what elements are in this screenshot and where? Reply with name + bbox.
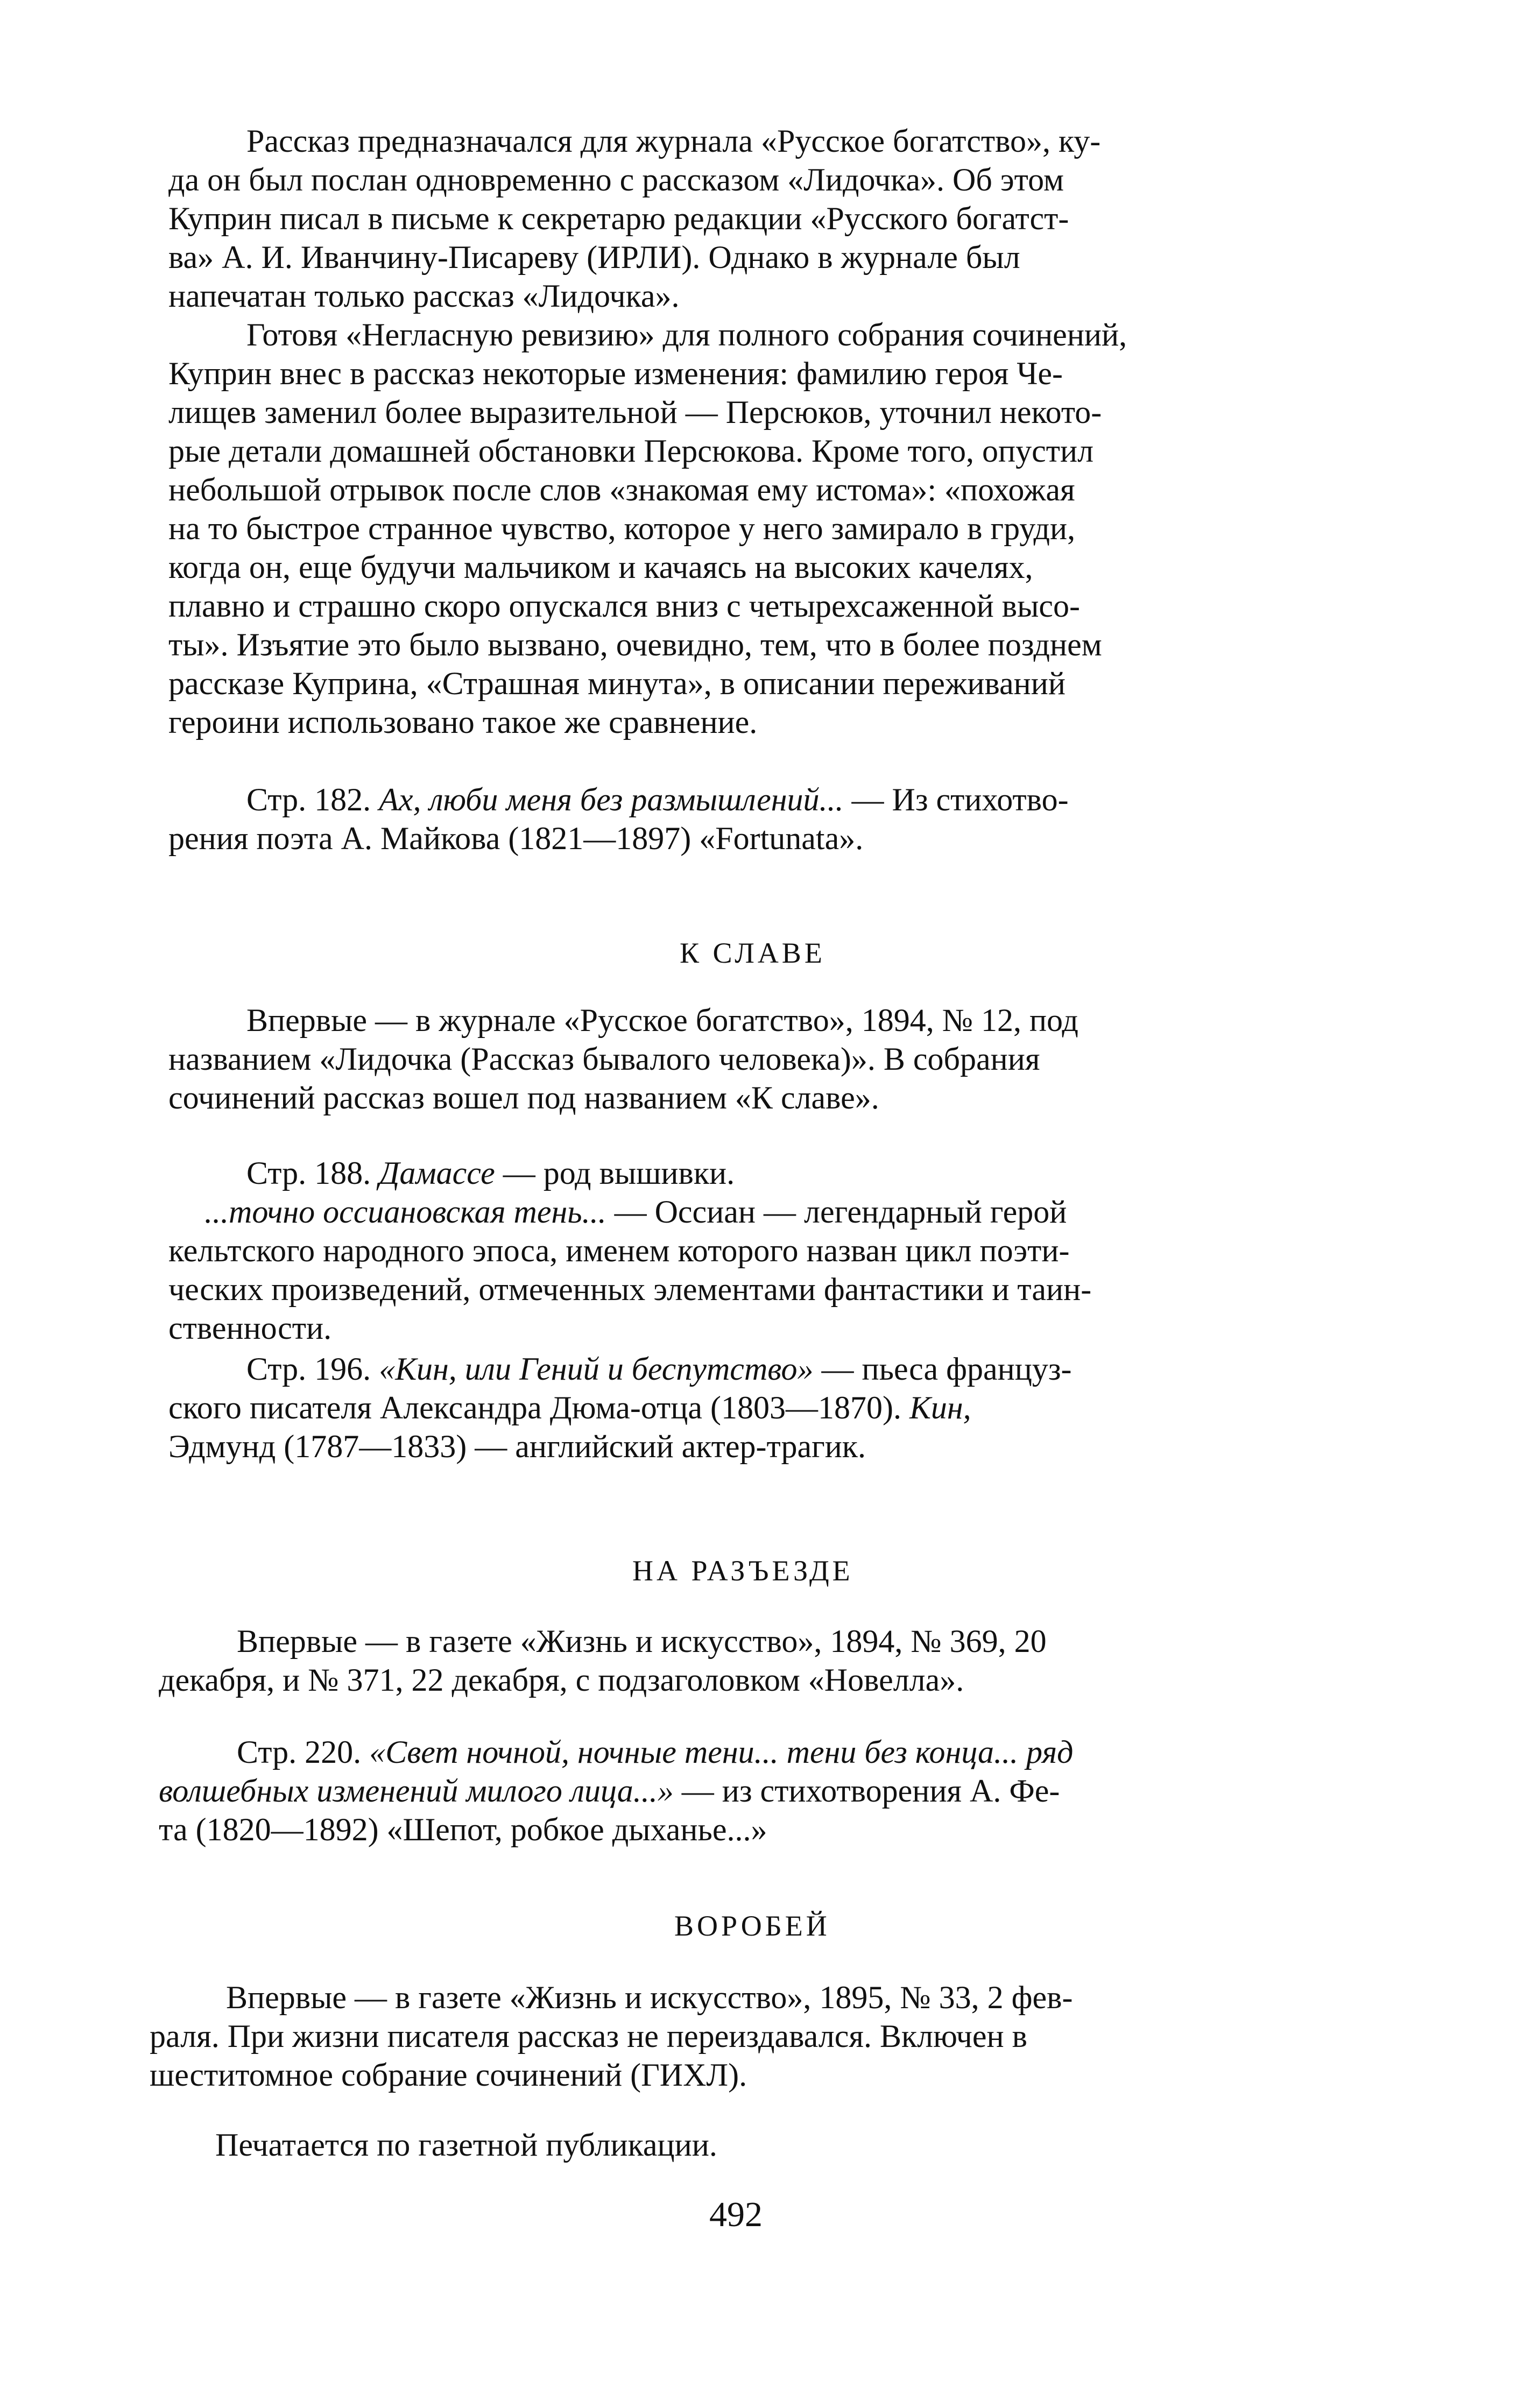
note-ref: Стр. 220. [237, 1734, 370, 1770]
text-line [246, 1353, 1072, 1385]
text-line: рассказе Куприна, «Страшная минута», в описании переживаний [168, 666, 1066, 701]
text-line: Рассказ предназначался для журнала «Русское богатство», ку- [246, 123, 1101, 159]
text-line: шеститомное собрание сочинений (ГИХЛ). [150, 2057, 747, 2093]
text-line [168, 1392, 971, 1424]
quote: Ах, люби меня без размышлений... [379, 782, 844, 817]
note-text: — пьеса француз- [813, 1351, 1072, 1387]
note-ref: Стр. 196. [246, 1351, 379, 1387]
text-line: Впервые — в журнале «Русское богатство», 1894, № 12, под [246, 1002, 1078, 1038]
text-line: Впервые — в газете «Жизнь и искусство», 1895, № 33, 2 фев- [226, 1980, 1073, 2015]
text-line: Готовя «Негласную ревизию» для полного собрания сочинений, [246, 317, 1127, 352]
text-line [246, 783, 1069, 816]
quote: волшебных изменений милого лица...» [159, 1773, 674, 1809]
text-line [246, 1157, 735, 1189]
text-line: рые детали домашней обстановки Персюкова. Кроме того, опустил [168, 433, 1094, 469]
text-line: на то быстрое странное чувство, которое у него замирало в груди, [168, 511, 1076, 546]
text-line [159, 1775, 1060, 1807]
text-line: Впервые — в газете «Жизнь и искусство», 1894, № 369, 20 [237, 1623, 1047, 1659]
text-line: лищев заменил более выразительной — Персюков, уточнил некото- [168, 394, 1102, 430]
text-line [204, 1196, 1067, 1228]
note-text: — из стихотворения А. Фе- [673, 1773, 1060, 1809]
section-heading: ВОРОБЕЙ [674, 1910, 830, 1942]
note-text: — Оссиан — легендарный герой [606, 1194, 1067, 1230]
text-line: ва» А. И. Иванчину-Писареву (ИРЛИ). Однако в журнале был [168, 239, 1020, 275]
text-line: ческих произведений, отмеченных элементами фантастики и таин- [168, 1272, 1092, 1307]
text-line: рения поэта А. Майкова (1821—1897) «Fortunata». [168, 821, 864, 856]
page-number: 492 [709, 2195, 763, 2234]
quote: «Кин, или Гений и беспутство» [379, 1351, 814, 1387]
text-line: декабря, и № 371, 22 декабря, с подзаголовком «Новелла». [159, 1662, 964, 1698]
text-line: когда он, еще будучи мальчиком и качаясь на высоких качелях, [168, 549, 1033, 585]
text-line: небольшой отрывок после слов «знакомая ему истома»: «похожая [168, 472, 1075, 507]
text-line: ственности. [168, 1310, 332, 1346]
text-line: названием «Лидочка (Рассказ бывалого человека)». В собрания [168, 1041, 1040, 1077]
text-line: ты». Изъятие это было вызвано, очевидно, тем, что в более позднем [168, 627, 1102, 662]
text-line: Куприн писал в письме к секретарю редакции «Русского богатст- [168, 201, 1069, 236]
quote: «Свет ночной, ночные тени... тени без конца... ряд [369, 1734, 1074, 1770]
text-line: раля. При жизни писателя рассказ не переиздавался. Включен в [150, 2018, 1027, 2054]
quote: ...точно оссиановская тень... [204, 1194, 606, 1230]
text-line: плавно и страшно скоро опускался вниз с четырехсаженной высо- [168, 588, 1081, 624]
note-text: ского писателя Александра Дюма-отца (1803—1870). [168, 1390, 909, 1425]
section-heading: К СЛАВЕ [680, 937, 826, 969]
text-line [237, 1736, 1074, 1768]
text-line: Куприн внес в рассказ некоторые изменения: фамилию героя Че- [168, 356, 1063, 391]
text-line: сочинений рассказ вошел под названием «К славе». [168, 1080, 879, 1115]
text-line: та (1820—1892) «Шепот, робкое дыханье...» [159, 1812, 767, 1847]
text-line: напечатан только рассказ «Лидочка». [168, 278, 680, 314]
text-line: Эдмунд (1787—1833) — английский актер-трагик. [168, 1429, 866, 1464]
term: Кин, [909, 1390, 971, 1425]
section-heading: НА РАЗЪЕЗДЕ [632, 1555, 853, 1587]
note-ref: Стр. 182. [246, 782, 379, 817]
text-line: кельтского народного эпоса, именем которого назван цикл поэти- [168, 1233, 1070, 1268]
publication-note: Печатается по газетной публикации. [215, 2127, 717, 2163]
note-text: — род вышивки. [495, 1155, 735, 1191]
note-text: — Из стихотво- [843, 782, 1069, 817]
text-line: героини использовано такое же сравнение. [168, 704, 758, 740]
text-line: да он был послан одновременно с рассказом «Лидочка». Об этом [168, 162, 1064, 197]
term: Дамассе [379, 1155, 495, 1191]
note-ref: Стр. 188. [246, 1155, 379, 1191]
